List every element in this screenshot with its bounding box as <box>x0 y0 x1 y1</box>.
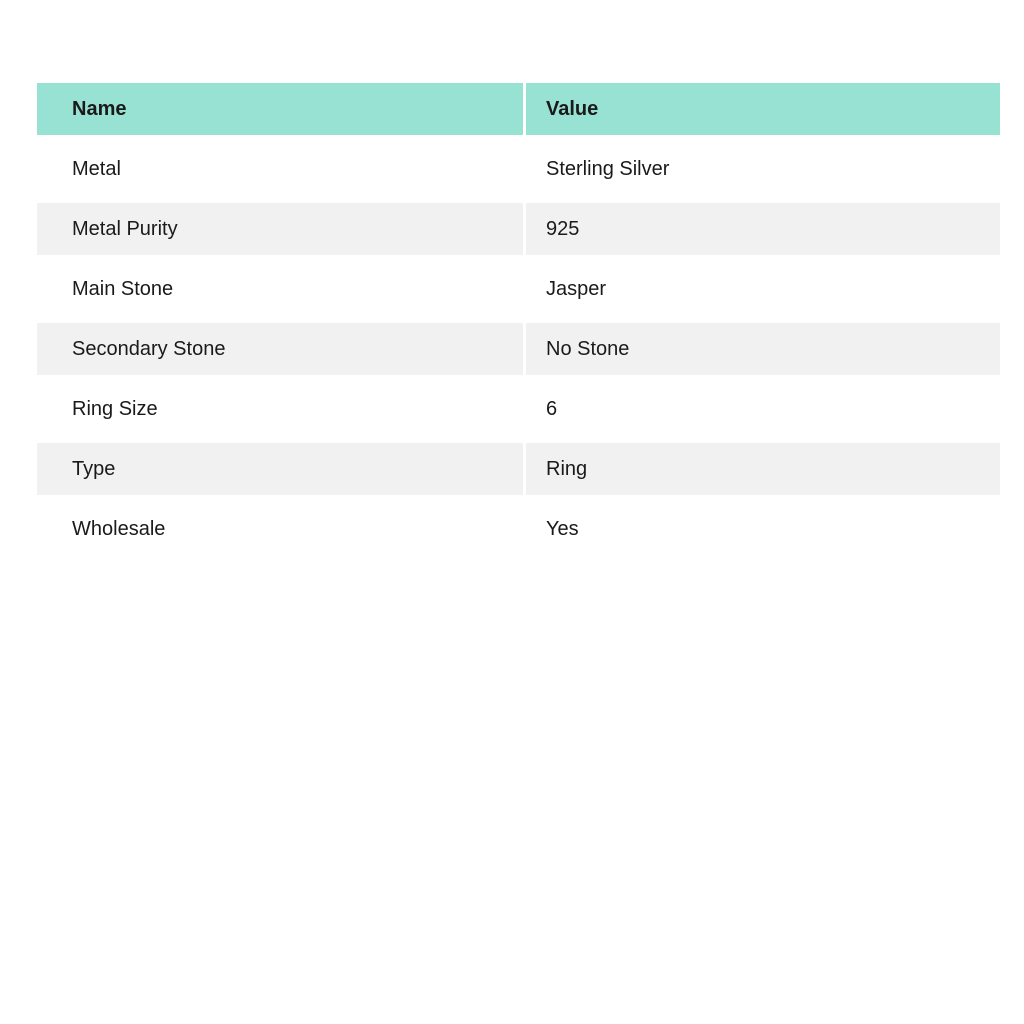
attribute-name-cell: Ring Size <box>37 383 526 443</box>
attribute-value-cell: Yes <box>526 503 1000 563</box>
attribute-value-cell: 925 <box>526 203 1000 263</box>
column-header-value: Value <box>526 83 1000 143</box>
attribute-value-cell: Sterling Silver <box>526 143 1000 203</box>
attribute-name-cell: Main Stone <box>37 263 526 323</box>
attribute-value-cell: 6 <box>526 383 1000 443</box>
attribute-value-cell: Jasper <box>526 263 1000 323</box>
attribute-name-cell: Wholesale <box>37 503 526 563</box>
table-header-row <box>37 83 1000 143</box>
attribute-name-cell: Type <box>37 443 526 503</box>
attribute-name-cell: Metal Purity <box>37 203 526 263</box>
attribute-name-cell: Metal <box>37 143 526 203</box>
table-row <box>37 143 1000 203</box>
table-body <box>37 143 1000 563</box>
table-row <box>37 203 1000 263</box>
table-row <box>37 323 1000 383</box>
table-row <box>37 503 1000 563</box>
attribute-value-cell: No Stone <box>526 323 1000 383</box>
attribute-name-cell: Secondary Stone <box>37 323 526 383</box>
column-header-name: Name <box>37 83 526 143</box>
attribute-value-cell: Ring <box>526 443 1000 503</box>
product-attributes-table <box>37 83 1000 563</box>
table-row <box>37 263 1000 323</box>
table-row <box>37 383 1000 443</box>
table-row <box>37 443 1000 503</box>
